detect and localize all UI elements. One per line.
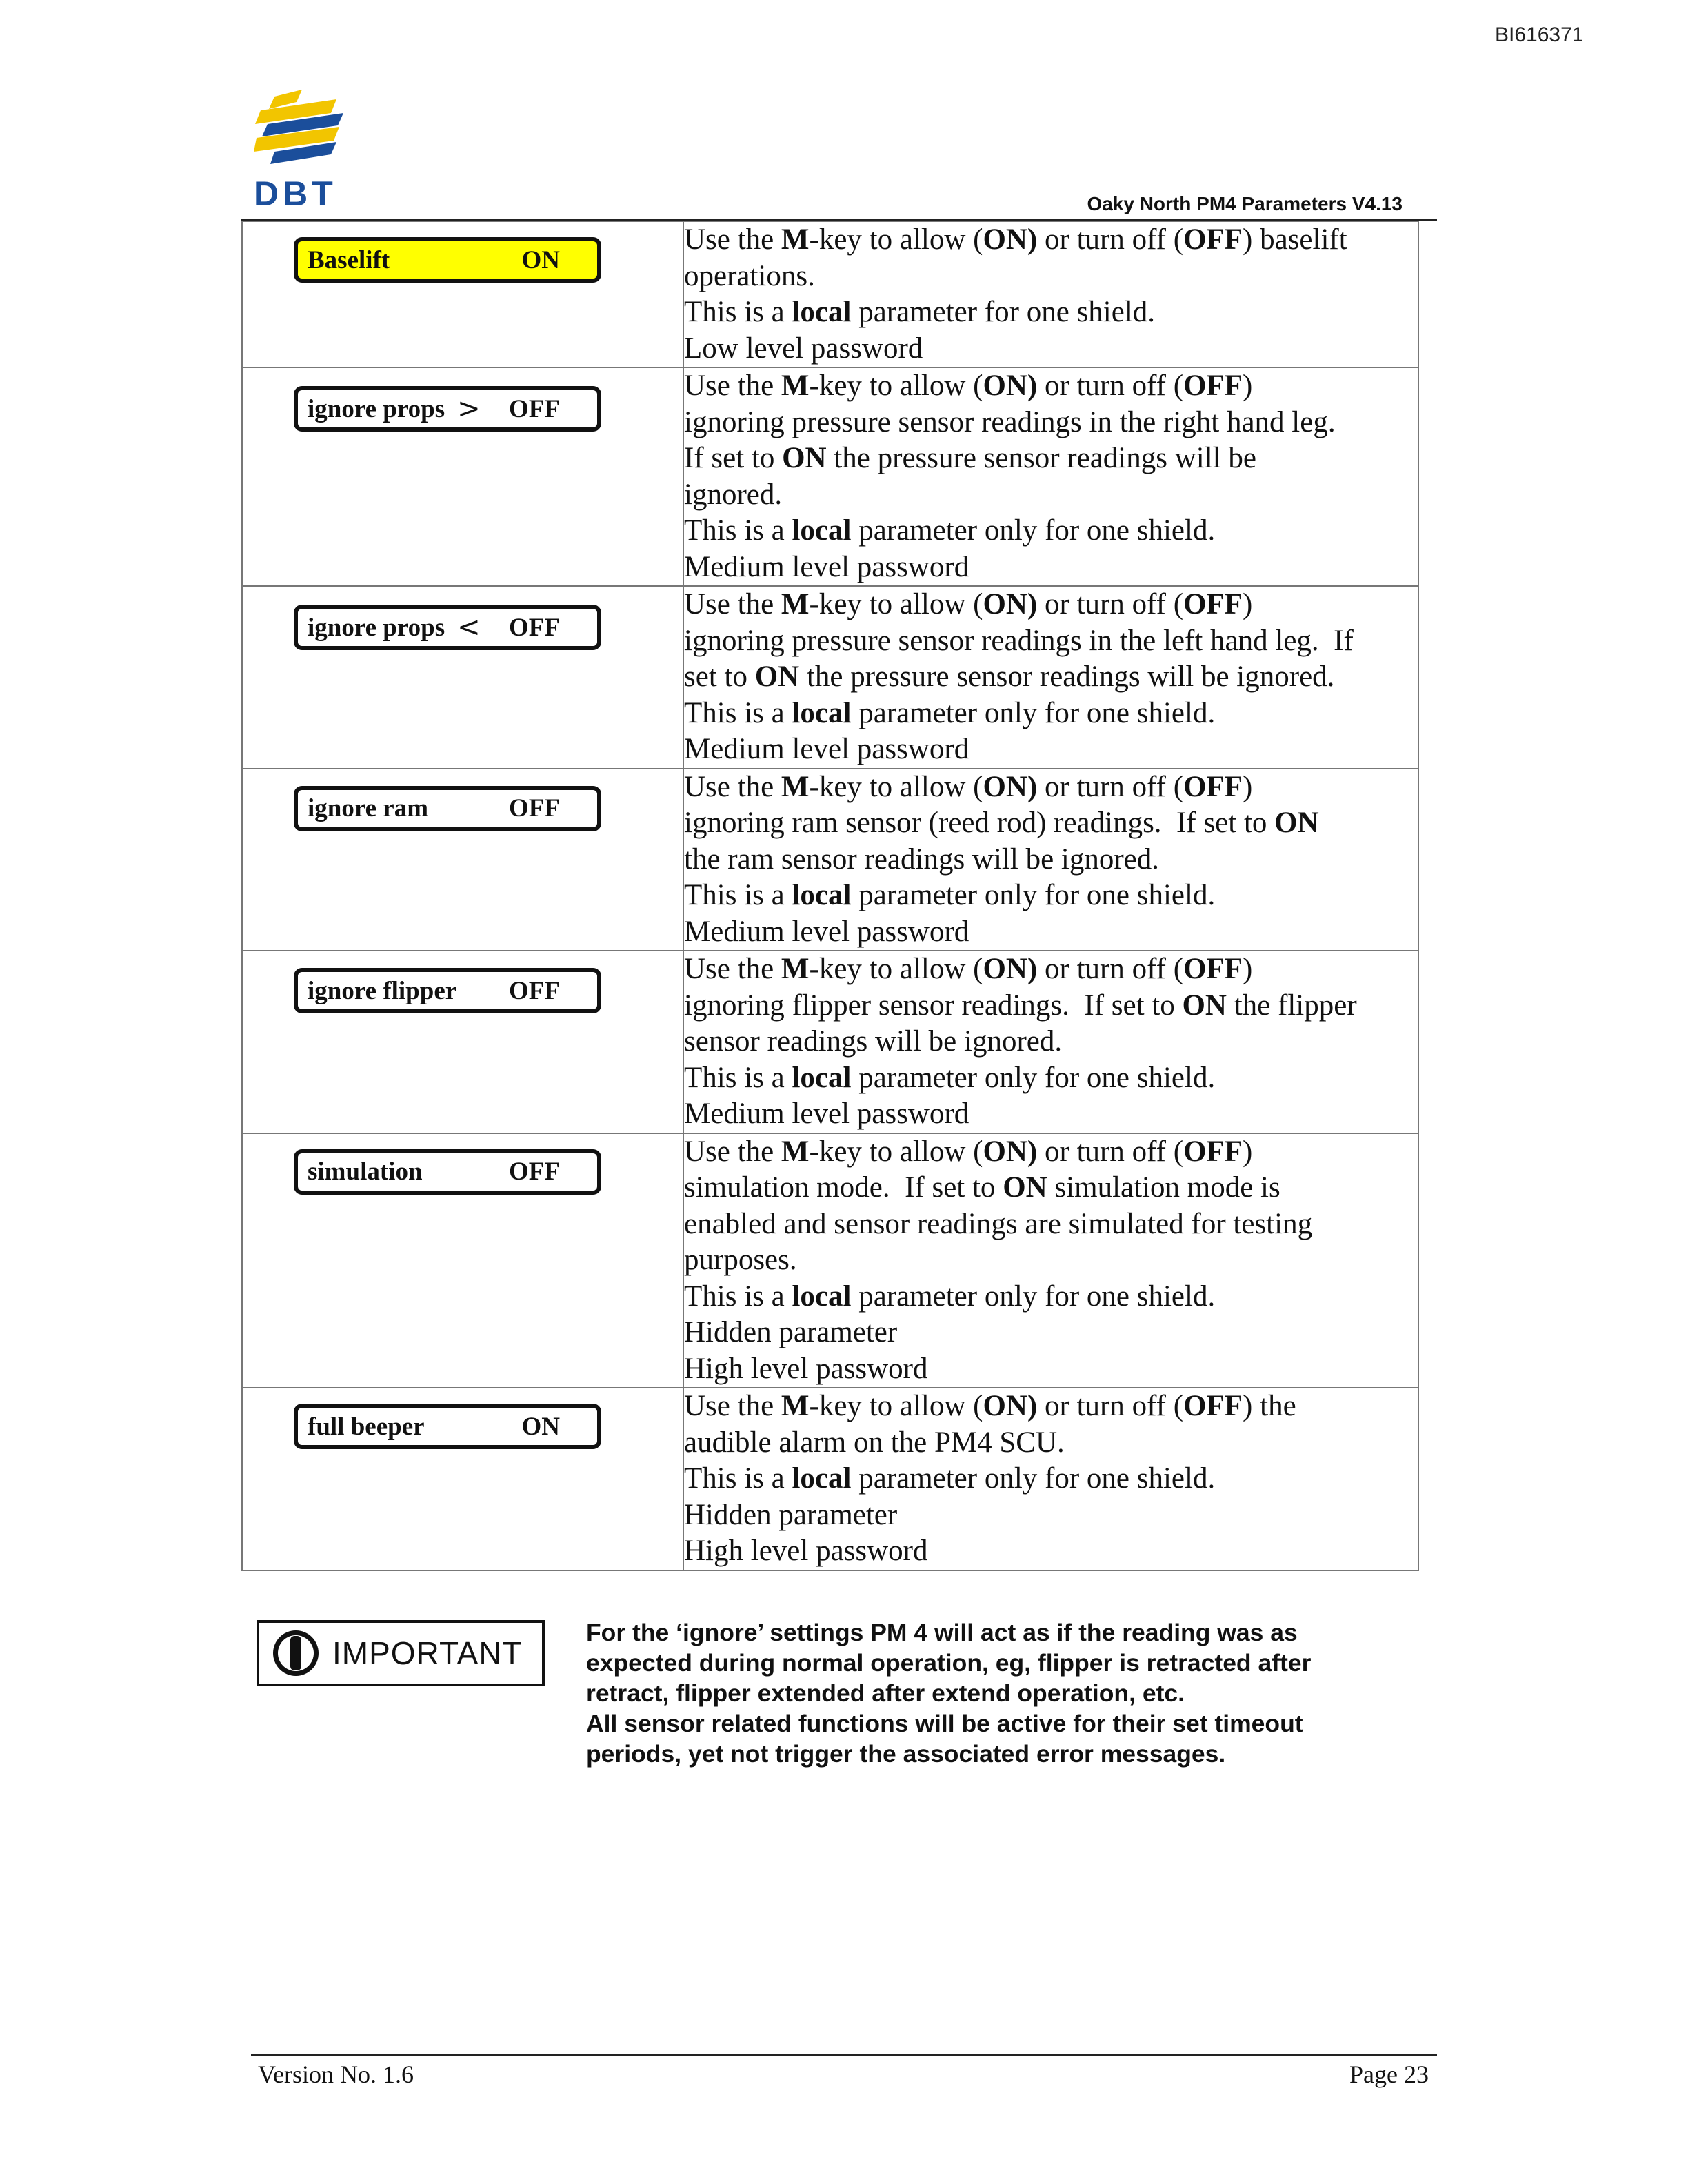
text-run: ) (1243, 1135, 1253, 1168)
bold-text: ON) (983, 1135, 1038, 1168)
text-run: ignoring ram sensor (reed rod) readings. If set to (684, 807, 1275, 839)
description-line (684, 513, 1418, 549)
text-run: parameter only for one shield. (851, 1280, 1216, 1313)
parameters-table (241, 221, 1419, 1571)
description-line (684, 1351, 1418, 1388)
parameter-row (242, 367, 1418, 586)
lcd-display (294, 968, 601, 1013)
lcd-label: ignore props (308, 394, 445, 423)
description-line (684, 1024, 1418, 1060)
description-line (684, 1060, 1418, 1097)
text-run: Low level password (684, 332, 923, 365)
text-run: Medium level password (684, 915, 969, 948)
text-run: the flipper (1226, 989, 1357, 1022)
description-line (684, 805, 1418, 842)
text-run: or turn off ( (1037, 953, 1184, 985)
text-run: High level password (684, 1352, 928, 1385)
text-run: This is a (684, 696, 792, 729)
text-run: Hidden parameter (684, 1316, 898, 1348)
lcd-display (294, 237, 601, 283)
lcd-display (294, 1404, 601, 1449)
description-line (684, 477, 1418, 514)
description-line (684, 951, 1418, 988)
text-run: ignoring pressure sensor readings in the right hand leg. (684, 405, 1336, 438)
description-line (684, 1425, 1418, 1462)
parameter-row (242, 1388, 1418, 1570)
bold-text: OFF (1183, 1390, 1243, 1422)
lcd-cell (242, 1388, 683, 1570)
lcd-display (294, 1149, 601, 1195)
text-run: or turn off ( (1037, 1135, 1184, 1168)
text-run: parameter only for one shield. (851, 1061, 1216, 1094)
text-run: ) baselift (1243, 223, 1347, 256)
description-line (684, 988, 1418, 1024)
text-run: parameter only for one shield. (851, 696, 1216, 729)
description-line (684, 587, 1418, 623)
bold-text: ON) (983, 370, 1038, 402)
lcd-value: OFF (509, 794, 560, 822)
text-run: -key to allow ( (809, 770, 983, 803)
bold-text: local (792, 879, 852, 911)
parameter-description (683, 586, 1418, 769)
bold-text: OFF (1183, 588, 1243, 620)
text-run: ) (1243, 770, 1253, 803)
bold-text: local (792, 514, 852, 547)
text-run: High level password (684, 1535, 928, 1567)
text-run: audible alarm on the PM4 SCU. (684, 1426, 1065, 1459)
text-run: Medium level password (684, 1098, 969, 1130)
bold-text: M (781, 1135, 810, 1168)
lcd-arrow: < (457, 611, 481, 643)
text-run: parameter only for one shield. (851, 879, 1216, 911)
parameter-description (683, 1133, 1418, 1388)
parameter-row (242, 769, 1418, 951)
parameter-description (683, 951, 1418, 1133)
lcd-cell (242, 1133, 683, 1388)
important-line: For the ‘ignore’ settings PM 4 will act as if the reading was as (586, 1619, 1298, 1646)
description-line (684, 842, 1418, 878)
text-run: Use the (684, 1390, 781, 1422)
text-run: Use the (684, 588, 781, 620)
description-line (684, 878, 1418, 914)
bold-text: ON) (983, 1390, 1038, 1422)
text-run: enabled and sensor readings are simulated for testing (684, 1207, 1313, 1240)
text-run: ) the (1243, 1390, 1296, 1422)
bold-text: M (781, 770, 810, 803)
text-run: operations. (684, 259, 815, 292)
dbt-logo (254, 90, 350, 214)
lcd-cell (242, 221, 683, 367)
important-note (586, 1617, 1427, 1769)
parameter-description (683, 221, 1418, 367)
bold-text: ON (1274, 807, 1319, 839)
description-line (684, 769, 1418, 806)
text-run: -key to allow ( (809, 370, 983, 402)
text-run: Use the (684, 953, 781, 985)
description-line (684, 368, 1418, 405)
bold-text: OFF (1183, 1135, 1243, 1168)
text-run: ) (1243, 370, 1253, 402)
bold-text: local (792, 1280, 852, 1313)
description-line (684, 914, 1418, 951)
document-id: BI616371 (1495, 23, 1584, 46)
lcd-cell (242, 586, 683, 769)
bold-text: M (781, 953, 810, 985)
text-run: parameter for one shield. (851, 296, 1156, 328)
text-run: This is a (684, 1462, 792, 1495)
text-run: Hidden parameter (684, 1498, 898, 1531)
lcd-value: ON (521, 1412, 560, 1441)
bold-text: local (792, 696, 852, 729)
text-run: ignoring pressure sensor readings in the left hand leg. If (684, 624, 1354, 657)
footer-version: Version No. 1.6 (258, 2061, 414, 2088)
text-run: parameter only for one shield. (851, 514, 1216, 547)
bold-text: local (792, 296, 852, 328)
text-run: or turn off ( (1037, 770, 1184, 803)
bold-text: ON (1003, 1171, 1047, 1204)
text-run: Medium level password (684, 733, 969, 765)
lcd-arrow: > (457, 393, 481, 425)
important-line: retract, flipper extended after extend operation, etc. (586, 1679, 1185, 1707)
text-run: ) (1243, 953, 1253, 985)
text-run: Use the (684, 770, 781, 803)
text-run: Use the (684, 370, 781, 402)
bold-text: ON) (983, 588, 1038, 620)
description-line (684, 331, 1418, 367)
text-run: ) (1243, 588, 1253, 620)
description-line (684, 294, 1418, 331)
bold-text: OFF (1183, 223, 1243, 256)
lcd-cell (242, 951, 683, 1133)
lcd-label: full beeper (308, 1412, 425, 1441)
lcd-value: ON (521, 245, 560, 274)
description-line (684, 1533, 1418, 1570)
bold-text: ON) (983, 953, 1038, 985)
text-run: the ram sensor readings will be ignored. (684, 842, 1160, 876)
description-line (684, 659, 1418, 696)
bold-text: ON (1182, 989, 1227, 1022)
text-run: This is a (684, 514, 792, 547)
bold-text: OFF (1183, 770, 1243, 803)
text-run: or turn off ( (1037, 1390, 1184, 1422)
parameter-row (242, 951, 1418, 1133)
text-run: set to (684, 660, 755, 693)
lcd-label: ignore props (308, 613, 445, 642)
lcd-label: simulation (308, 1157, 423, 1186)
bold-text: ON) (983, 223, 1038, 256)
text-run: This is a (684, 1061, 792, 1094)
description-line (684, 696, 1418, 732)
description-line (684, 549, 1418, 586)
description-line (684, 222, 1418, 259)
text-run: Use the (684, 1135, 781, 1168)
description-line (684, 259, 1418, 295)
footer-rule (251, 2054, 1437, 2056)
description-line (684, 1388, 1418, 1425)
description-line (684, 623, 1418, 660)
description-line (684, 405, 1418, 441)
description-line (684, 1206, 1418, 1243)
description-line (684, 1096, 1418, 1133)
bold-text: M (781, 588, 810, 620)
bold-text: M (781, 1390, 810, 1422)
dbt-logo-mark-icon (254, 90, 350, 172)
parameter-row (242, 221, 1418, 367)
text-run: Medium level password (684, 550, 969, 583)
bold-text: ON (754, 660, 800, 693)
important-label: IMPORTANT (332, 1635, 523, 1671)
text-run: simulation mode is (1047, 1171, 1280, 1204)
parameter-description (683, 1388, 1418, 1570)
text-run: sensor readings will be ignored. (684, 1025, 1063, 1058)
lcd-value: OFF (509, 394, 560, 423)
text-run: -key to allow ( (809, 1135, 983, 1168)
header-title: Oaky North PM4 Parameters V4.13 (1087, 193, 1403, 214)
text-run: simulation mode. If set to (684, 1171, 1003, 1204)
bold-text: local (792, 1061, 852, 1094)
lcd-cell (242, 367, 683, 586)
lcd-label: Baselift (308, 245, 390, 274)
text-run: This is a (684, 1280, 792, 1313)
description-line (684, 1315, 1418, 1351)
text-run: purposes. (684, 1244, 797, 1276)
parameter-description (683, 769, 1418, 951)
lcd-display (294, 605, 601, 650)
text-run: or turn off ( (1037, 370, 1184, 402)
lcd-cell (242, 769, 683, 951)
text-run: ignored. (684, 478, 783, 511)
text-run: the pressure sensor readings will be (826, 442, 1256, 474)
text-run: or turn off ( (1037, 223, 1184, 256)
lcd-label: ignore ram (308, 794, 429, 822)
lcd-label: ignore flipper (308, 976, 457, 1005)
description-line (684, 441, 1418, 477)
description-line (684, 731, 1418, 768)
text-run: or turn off ( (1037, 588, 1184, 620)
text-run: -key to allow ( (809, 953, 983, 985)
text-run: the pressure sensor readings will be ignored. (799, 660, 1335, 693)
text-run: parameter only for one shield. (851, 1462, 1216, 1495)
text-run: This is a (684, 879, 792, 911)
description-line (684, 1461, 1418, 1497)
bold-text: OFF (1183, 370, 1243, 402)
text-run: This is a (684, 296, 792, 328)
description-line (684, 1170, 1418, 1206)
info-icon (272, 1629, 320, 1677)
logo-text: DBT (254, 174, 337, 213)
bold-text: local (792, 1462, 852, 1495)
important-line: All sensor related functions will be active for their set timeout (586, 1710, 1303, 1737)
description-line (684, 1242, 1418, 1279)
footer-page-number: Page 23 (1349, 2061, 1429, 2088)
bold-text: M (781, 223, 810, 256)
lcd-value: OFF (509, 1157, 560, 1186)
text-run: -key to allow ( (809, 223, 983, 256)
text-run: ignoring flipper sensor readings. If set to (684, 989, 1183, 1022)
text-run: -key to allow ( (809, 1390, 983, 1422)
important-line: expected during normal operation, eg, flipper is retracted after (586, 1649, 1312, 1677)
lcd-display (294, 386, 601, 432)
description-line (684, 1279, 1418, 1315)
bold-text: M (781, 370, 810, 402)
lcd-value: OFF (509, 976, 560, 1005)
text-run: If set to (684, 442, 783, 474)
parameter-description (683, 367, 1418, 586)
description-line (684, 1497, 1418, 1534)
important-line: periods, yet not trigger the associated error messages. (586, 1740, 1226, 1768)
lcd-display (294, 786, 601, 831)
text-run: Use the (684, 223, 781, 256)
description-line (684, 1134, 1418, 1171)
text-run: -key to allow ( (809, 588, 983, 620)
bold-text: ON) (983, 770, 1038, 803)
lcd-value: OFF (509, 613, 560, 642)
bold-text: ON (782, 442, 827, 474)
parameter-row (242, 586, 1418, 769)
bold-text: OFF (1183, 953, 1243, 985)
parameter-row (242, 1133, 1418, 1388)
important-badge (257, 1620, 545, 1686)
